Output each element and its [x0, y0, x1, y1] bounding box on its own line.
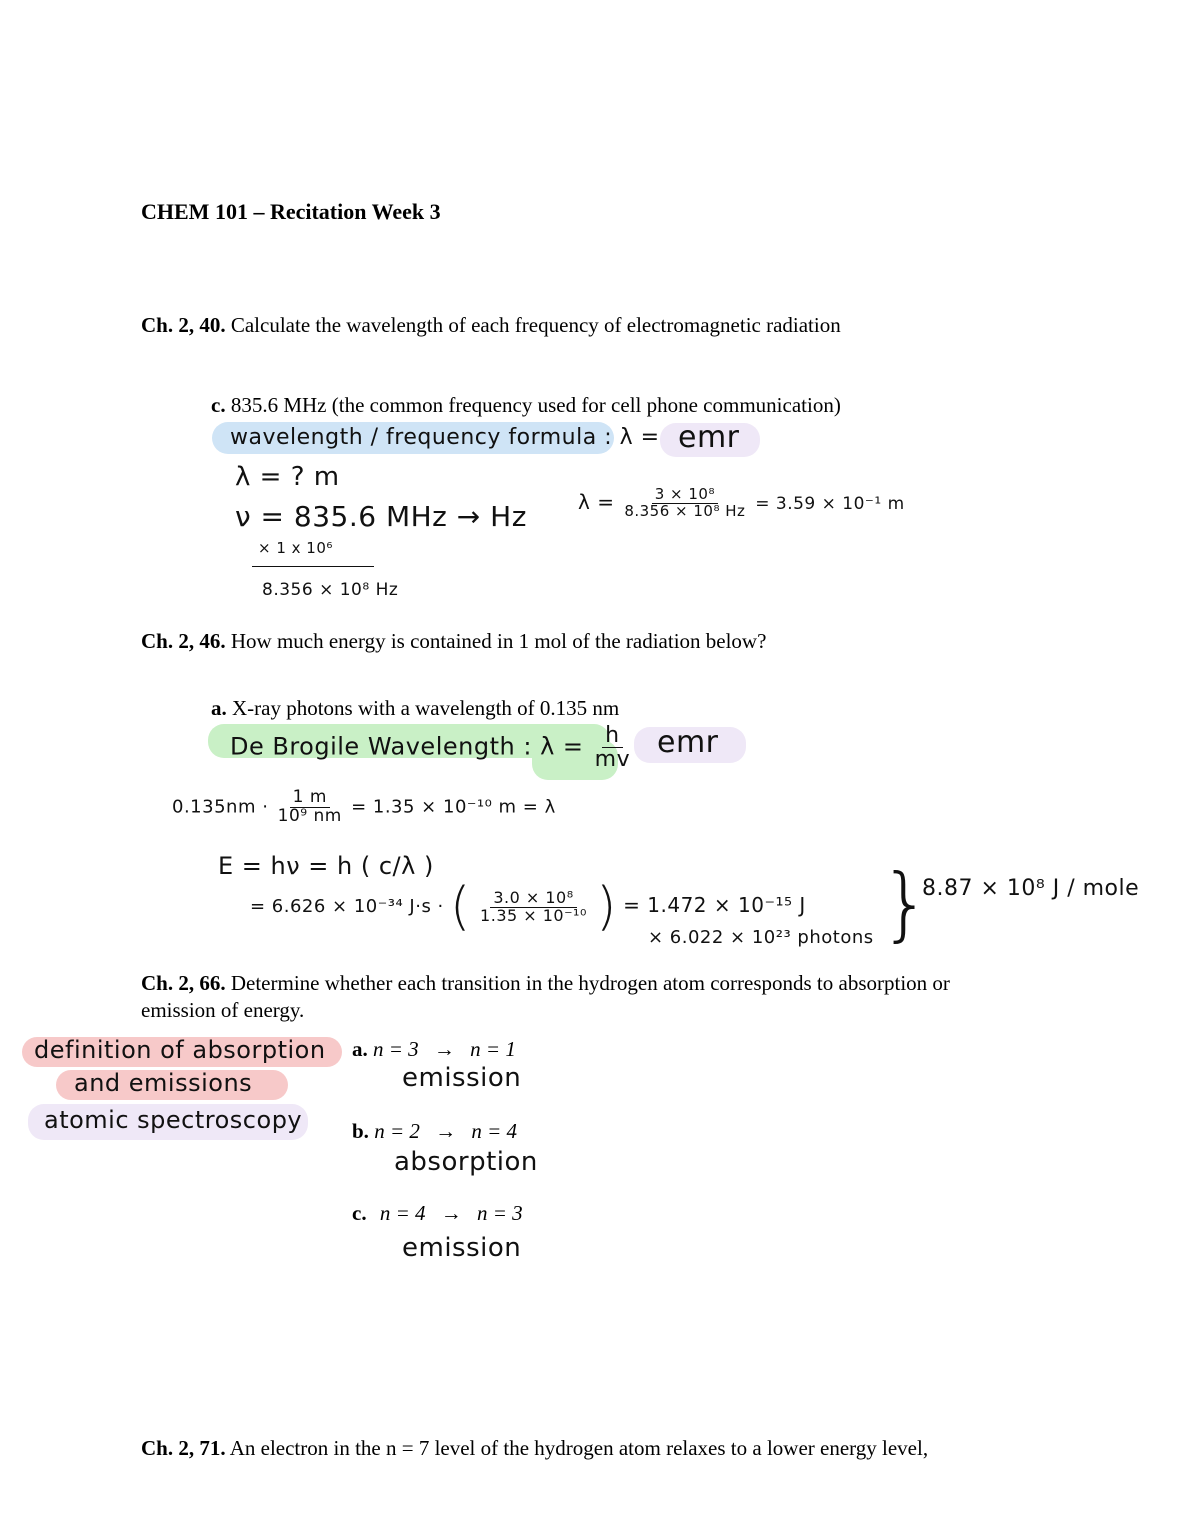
debroglie-lhs: λ = [540, 732, 584, 761]
transition-a-label: a. [352, 1037, 368, 1061]
transition-b-from: n = 2 [374, 1119, 420, 1143]
side-note-line3: atomic spectroscopy [44, 1106, 303, 1134]
transition-c-label: c. [352, 1201, 367, 1225]
side-note-line1: definition of absorption [34, 1036, 326, 1064]
calc-result: = 3.59 × 10⁻¹ m [755, 493, 905, 514]
avogadro-multiplication: × 6.022 × 10²³ photons [648, 927, 874, 948]
paren-open: ( [450, 877, 471, 937]
frequency-given: ν = 835.6 MHz → Hz [235, 500, 527, 533]
question-46-text: How much energy is contained in 1 mol of the radiation below? [230, 629, 767, 653]
question-71-text: An electron in the n = 7 level of the hydrogen atom relaxes to a lower energy level, [229, 1436, 929, 1460]
part-c-text: 835.6 MHz (the common frequency used for cell phone communication) [230, 393, 841, 417]
arrow-icon: → [433, 1037, 455, 1061]
right-brace: } [880, 857, 931, 950]
question-66-text-line2: emission of energy. [141, 998, 305, 1022]
transition-b-to: n = 4 [471, 1119, 518, 1143]
question-66-text-line1: Determine whether each transition in the hydrogen atom corresponds to absorption or [230, 971, 950, 995]
debroglie-numerator: h [602, 724, 622, 748]
arrow-icon: → [440, 1201, 462, 1225]
transition-c [352, 1201, 523, 1226]
conv-fraction [275, 789, 345, 826]
question-46-part-a [211, 696, 619, 721]
part-c-label: c. [211, 393, 226, 417]
question-40-part-c [211, 393, 841, 418]
part-a-label: a. [211, 696, 227, 720]
transition-a-to: n = 1 [470, 1037, 516, 1061]
calc-fraction [621, 487, 748, 520]
question-40-text: Calculate the wavelength of each frequency of electromagnetic radiation [230, 313, 841, 337]
conv-start: 0.135nm · [172, 796, 269, 818]
calc-lhs: λ = [578, 489, 615, 514]
transition-c-to: n = 3 [477, 1201, 523, 1225]
paren-close: ) [596, 877, 617, 937]
document-title: CHEM 101 – Recitation Week 3 [141, 199, 441, 224]
transition-a-from: n = 3 [373, 1037, 419, 1061]
formula-note-40 [230, 423, 681, 453]
energy-equation: E = hν = h ( c/λ ) [218, 852, 434, 880]
question-66-label: Ch. 2, 66. [141, 971, 226, 995]
part-a-text: X-ray photons with a wavelength of 0.135 nm [232, 696, 620, 720]
question-40-label: Ch. 2, 40. [141, 313, 226, 337]
conv-numerator: 1 m [290, 789, 330, 808]
question-66 [141, 971, 950, 996]
side-note-line2: and emissions [74, 1069, 253, 1097]
formula-lhs: λ = [619, 425, 660, 451]
formula-label: wavelength / frequency formula : [230, 425, 613, 451]
debroglie-label: De Brogile Wavelength : [230, 732, 532, 761]
energy-prefix: = 6.626 × 10⁻³⁴ J·s · [250, 896, 444, 917]
calc-denominator: 8.356 × 10⁸ Hz [624, 501, 746, 520]
answer-b: absorption [394, 1147, 538, 1177]
transition-b [352, 1119, 517, 1144]
question-46 [141, 629, 766, 654]
answer-a: emission [402, 1063, 522, 1093]
question-46-label: Ch. 2, 46. [141, 629, 226, 653]
conv-end: = 1.35 × 10⁻¹⁰ m = λ [351, 796, 556, 818]
energy-fraction [477, 887, 590, 925]
calc-numerator: 3 × 10⁸ [652, 487, 718, 504]
conversion-line [252, 566, 374, 567]
converted-frequency: 8.356 × 10⁸ Hz [262, 580, 399, 600]
debroglie-fraction [592, 724, 633, 771]
question-71-label: Ch. 2, 71. [141, 1436, 226, 1460]
formula-note-46 [230, 724, 633, 771]
answer-c: emission [402, 1233, 522, 1263]
final-energy: 8.87 × 10⁸ J / mole [922, 876, 1140, 901]
transition-b-label: b. [352, 1119, 369, 1143]
energy-calculation [250, 877, 806, 937]
wavelength-conversion [172, 789, 556, 826]
wavelength-calculation [578, 487, 905, 520]
energy-numerator: 3.0 × 10⁸ [490, 890, 576, 908]
question-71 [141, 1436, 928, 1461]
emr-tag-40: emr [678, 420, 740, 455]
lambda-unknown: λ = ? m [235, 462, 340, 492]
conv-denominator: 10⁹ nm [277, 805, 342, 826]
unit-conversion: × 1 x 10⁶ [258, 539, 333, 557]
energy-denominator: 1.35 × 10⁻¹⁰ [480, 905, 587, 925]
question-40 [141, 313, 841, 338]
transition-c-from: n = 4 [379, 1201, 426, 1225]
energy-result: = 1.472 × 10⁻¹⁵ J [623, 893, 806, 917]
arrow-icon: → [435, 1119, 457, 1143]
debroglie-denominator: mv [594, 747, 631, 773]
emr-tag-46: emr [657, 725, 719, 760]
transition-a [352, 1037, 516, 1062]
